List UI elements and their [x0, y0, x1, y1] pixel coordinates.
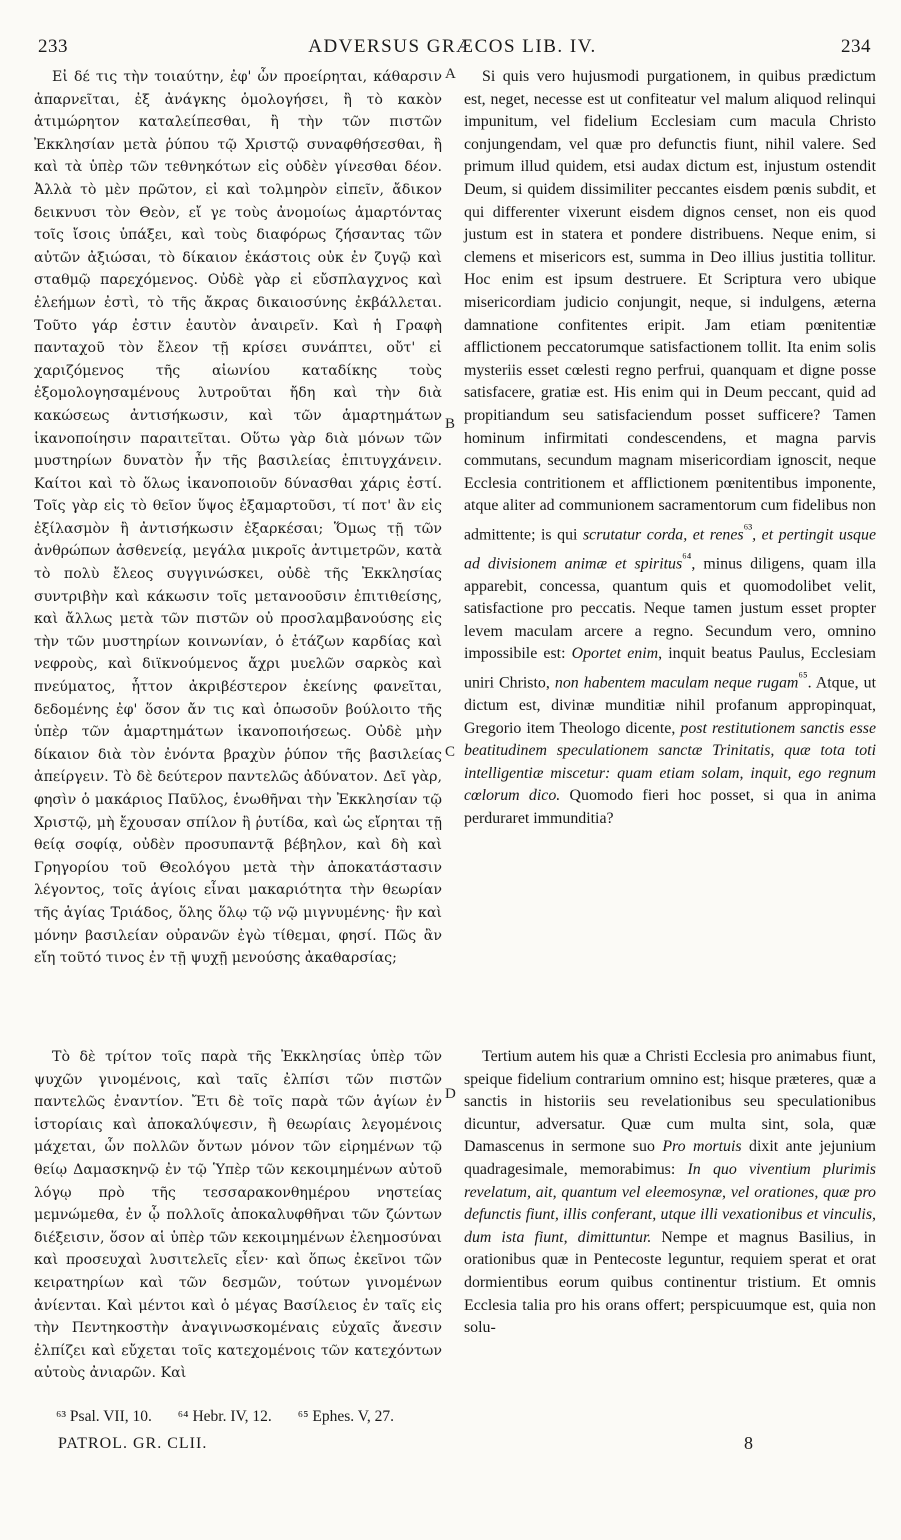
- latin-quote: post restitutionem sanctis esse beatitudinem speculationem sanctæ Trinitatis, quæ tota toti intelligentiæ miscetur: quam etiam solam, inquit, ego regnum cœlorum dico.: [464, 719, 876, 805]
- footnote: ⁶³ Psal. VII, 10.: [56, 1408, 152, 1425]
- latin-text: Nempe et magnus Basilius, in orationibus quæ in Pentecoste leguntur, requiem sperat et orat dormientibus eorum quibus continentur tristium. Et omnis Ecclesia talia pro his orans offert; perspicuumque est, quia non solu-: [464, 1228, 877, 1337]
- section-marker-a: A: [445, 66, 456, 82]
- greek-column-lower: [34, 1046, 442, 1385]
- latin-quote: scrutatur corda, et renes: [582, 526, 744, 544]
- latin-quote: Oportet enim: [571, 645, 659, 663]
- greek-paragraph: Εἰ δέ τις τὴν τοιαύτην, ἐφ' ὧν προείρηται, κάθαρσιν ἀπαρνεῖται, ἐξ ἀνάγκης ὁμολογήσει, ἢ τὸ κακὸν ἀτιμώρητον καταλείπεσθαι, ἢ τὴν τῶν πιστῶν Ἐκκλησίαν μετὰ ῥύπου τῷ Χριστῷ συναφθήσεσθαι, ἢ καὶ τὰ ὑπὲρ τῶν τεθνηκότων εἰς οὐδὲν γίνεσθαι δέον. Ἀλλὰ τὸ μὲν πρῶτον, εἰ καὶ τολμηρὸν εἰπεῖν, ἄδικον δεικνυσι τὸν Θεὸν, εἴ γε τοὺς ἀνομοίως ἁμαρτόντας τοῖς ἴσοις ὑπάξει, καὶ τοὺς διαφόρως ζήσαντας τῶν αὐτῶν ἀξιώσαι, τὸ δίκαιον ἑκάστοις οὐκ ἐν ζυγῷ καὶ σταθμῷ παρεχόμενος. Οὐδὲ γὰρ εἰ εὔσπλαγχνος καὶ ἐλεήμων ἐστὶ, τὸ τῆς ἄκρας δικαιοσύνης ἐκβάλλεται. Τοῦτο γάρ ἐστιν ἑαυτὸν ἀναιρεῖν. Καὶ ἡ Γραφὴ πανταχοῦ τὸν ἔλεον τῇ κρίσει συνάπτει, οὔτ' εἰ χαριζόμενος τῆς αἰωνίου καταδίκης τοὺς ἐξομολογησαμένους λυτροῦται ἤδη καὶ τὴν διὰ κακώσεως ἀντισήκωσιν, καὶ τῶν ἁμαρτημάτων ἱκανοποίησιν παραιτεῖται. Οὕτω γὰρ διὰ μόνων τῶν μυστηρίων δυνατὸν ἦν τῆς βασιλείας ἐπιτυγχάνειν. Καίτοι καὶ τὸ ὅλως ἱκανοποιοῦν δύνασθαι χάρις ἐστί. Τοῖς γὰρ εἰς τὸ θεῖον ὕψος ἐξαμαρτοῦσι, τί ποτ' ἂν εἰς ἐξίλασμὸν ἢ ἀντισήκωσιν ἐξαρκέσαι; Ὅμως τῇ τῶν ἀνθρώπων ἀσθενείᾳ, μεγάλα μικροῖς ἀντιμετρῶν, κατὰ τὸ πολὺ ἔλεος συγγινώσκει, οὐδὲ τῆς Ἐκκλησίας συντριβὴν καὶ κάκωσιν τοῖς μετανοοῦσιν ἐπιτιθείσης, καὶ ἄλλως μετὰ τῶν πιστῶν οὐ προσλαμβανούσης εἰς τὴν τῶν μυστηρίων κοινωνίαν, ὁ ἐτάζων καρδίας καὶ νεφροὺς, καὶ διϊκνούμενος ἄχρι μυελῶν σαρκὸς καὶ πνεύματος, ἧττον ἀκριβέστερον ἐκείνης φανεῖται, δεδομένης ἐφ' ὅσον ἄν τις καὶ ὁπωσοῦν βούλοιτο τῆς ὑπὲρ τῶν ἁμαρτημάτων ἱκανοποιήσεως. Οὐδὲ μὴν δίκαιον διὰ τὸν ἐνόντα βραχὺν ῥύπον τῆς βασιλείας ἀπείργειν. Τὸ δὲ δεύτερον παντελῶς ἀδύνατον. Δεῖ γὰρ, φησὶν ὁ μακάριος Παῦλος, ἑνωθῆναι τὴν Ἐκκλησίαν τῷ Χριστῷ, μὴ ἔχουσαν σπίλον ἢ ῥυτίδα, καὶ ὡς εἴρηται τῇ θείᾳ σοφίᾳ, οὐδὲν προσυπαντᾷ βέβηλον, καὶ δὴ καὶ Γρηγορίου τοῦ Θεολόγου μετὰ τὴν ἀποκατάστασιν λέγοντος, τοῖς ἁγίοις εἶναι μακαριότητα τὴν θεωρίαν τῆς ἁγίας Τριάδος, ὅλης ὅλῳ τῷ νῷ μιγνυμένης· ἣν καὶ μόνην βασιλείαν οὐρανῶν ἐγὼ τίθεμαι, φησί. Πῶς ἂν εἴη τοῦτό τινος ἐν τῇ ψυχῇ μενούσης ἀκαθαρσίας;: [34, 69, 442, 967]
- latin-text: dixit ante jejunium quadragesimale, memorabimus:: [464, 1138, 876, 1178]
- footnotes: [56, 1408, 416, 1426]
- section-marker-d: D: [445, 1086, 456, 1102]
- latin-paragraph: [464, 1046, 876, 1340]
- latin-text: Quomodo fieri hoc posset, si qua in anima perduraret immunditia?: [464, 787, 877, 827]
- latin-quote: Pro mortuis: [662, 1138, 742, 1156]
- page-number-left: 233: [38, 36, 68, 57]
- latin-quote: non habentem maculam neque rugam: [554, 674, 799, 692]
- footnote: ⁶⁴ Hebr. IV, 12.: [177, 1408, 272, 1425]
- gathering-mark: 8: [744, 1433, 753, 1453]
- section-marker-b: B: [445, 416, 456, 432]
- page-number-right: 234: [841, 36, 871, 57]
- greek-paragraph: Τὸ δὲ τρίτον τοῖς παρὰ τῆς Ἐκκλησίας ὑπὲρ τῶν ψυχῶν γινομένοις, καὶ ταῖς ἐλπίσι τῶν πιστῶν παντελῶς ἐναντίον. Ἔτι δὲ τοῖς παρὰ τῶν ἁγίων ἐν ἱστορίαις καὶ ἀποκαλύψεσιν, ἢ θεωρίαις λεγομένοις μάχεται, ὧν πολλῶν ὄντων μόνον τῶν εἰρημένων τῷ θείῳ Δαμασκηνῷ ἐν τῷ Ὑπὲρ τῶν κεκοιμημένων αὐτοῦ λόγῳ πρὸ τῆς τεσσαρακονθημέρου νηστείας μεμνώμεθα, ἐν ᾧ πολλοῖς ἀποκαλυφθῆναι τῶν ζώντων διέξεισιν, ὅσον αἱ ὑπὲρ τῶν κεκοιμημένων ἐλεημοσύναι καὶ προσευχαὶ λυσιτελεῖς εἶεν· καὶ ὅπως ἐκεῖνοι τῶν κειρατηρίων καὶ τῶν δεσμῶν, τούτων γινομένων ἀνίενται. Καὶ μέντοι καὶ ὁ μέγας Βασίλειος ἐν ταῖς εἰς τὴν Πεντηκοστὴν ἀναγινωσκομέναις εὐχαῖς ἄνεσιν ἐλπίζει καὶ εὔχεται τοῖς κατεχομένοις τῶν κατεχόντων αὐτοὺς ἀνιαρῶν. Καὶ: [34, 1049, 442, 1382]
- latin-text: , minus diligens, quam illa apparebit, concessa, quantum quis et quomodolibet velit, satisfactione pro peccatis. Neque tamen justum esset propter levem maculam arcere a regno. Secundum vero, omnino impossibile est:: [464, 555, 876, 663]
- latin-paragraph: [464, 66, 876, 830]
- page-header: [32, 36, 873, 58]
- greek-column-upper: [34, 66, 442, 970]
- latin-column-lower: [464, 1046, 876, 1340]
- latin-quote: In quo viventium plurimis revelatum, ait, quantum vel eleemosynæ, vel orationes, quæ pro defunctis fiunt, illis conferant, utque illi vexationibus et vinculis, dum ista fiunt, dimittuntur.: [464, 1160, 876, 1246]
- footnote-ref: ⁶⁵: [798, 669, 808, 685]
- latin-text: . Atque, ut dictum est, divinæ munditiæ nihil profanum appropinquat, Gregorio item Theologo dicente,: [464, 674, 876, 737]
- series-signature: PATROL. GR. CLII.: [58, 1435, 208, 1452]
- latin-text: Tertium autem his quæ a Christi Ecclesia pro animabus fiunt, speique fidelium contrarium omnino est; hisque præteres, quæ a sanctis in historiis seu revelationibus seu speculationibus dicuntur, adversatur. Quæ cum multa sint, sola, quæ Damascenus in sermone suo: [464, 1048, 876, 1156]
- footnote: ⁶⁵ Ephes. V, 27.: [297, 1408, 395, 1425]
- latin-text: , inquit beatus Paulus, Ecclesiam uniri Christo,: [464, 645, 877, 692]
- latin-column-upper: [464, 66, 876, 830]
- section-marker-c: C: [445, 744, 456, 760]
- footnote-ref: ⁶⁴: [682, 549, 692, 565]
- footnote-ref: ⁶³: [743, 520, 753, 536]
- latin-text: Si quis vero hujusmodi purgationem, in quibus prædictum est, neget, necesse est ut confiteatur vel malum aliquod relinqui impunitum, vel fidelium Ecclesiam cum macula Christo conjungendam, vel quæ pro defunctis fiunt, nihil valere. Sed primum illud quidem, etsi audax dictum est, injustum ostendit Deum, si quidem dissimiliter peccantes eisdem pœnis subdit, et qui differenter vixerunt eisdem dignos censet, non eis quod justum est in statera et pondere distribuens. Neque enim, si clemens et misericors est, summa in Deo illius justitia tollitur. Hoc enim est ipsum destruere. Et Scriptura vero ubique misericordiam judicio conjungit, neque, si indulgens, æterna damnatione confitentes eripit. Jam etiam pœnitentiæ afflictionem peccatorumque satisfactionem tollit. Ita enim solis mysteriis esset cœlesti regno perfrui, quanquam et digne posse satisfacere, gratiæ est. His enim qui in Deum peccant, quid ad propitiandum seu satisfaciendum posset sufficere? Tamen hominum infirmitati condescendens, et magna parvis commutans, secundum magnam misericordiam ignoscit, neque Ecclesia contritionem et afflictionem pœnitentibus imponente, atque aliter ad communionem sacramentorum cum fidelibus non admittente; is qui: [464, 68, 876, 544]
- running-title: ADVERSUS GRÆCOS LIB. IV.: [308, 36, 597, 57]
- latin-quote: , et pertingit usque ad divisionem animæ et spiritus: [464, 526, 876, 573]
